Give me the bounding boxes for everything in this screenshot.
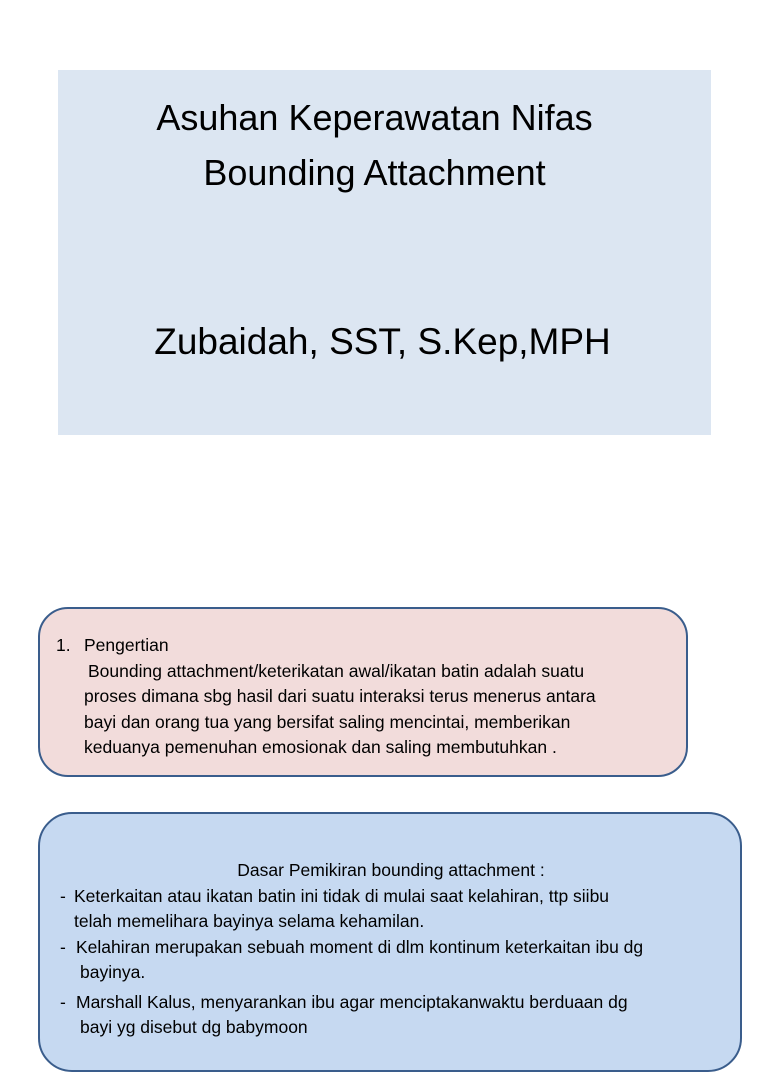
basis-bullet bbox=[40, 990, 740, 1041]
title-line-1: Asuhan Keperawatan Nifas bbox=[156, 97, 593, 138]
definition-card bbox=[38, 607, 688, 777]
title-slide bbox=[58, 70, 711, 435]
definition-line: Bounding attachment/keterikatan awal/ikatan batin adalah suatu bbox=[88, 660, 585, 681]
definition-line: bayi dan orang tua yang bersifat saling mencintai, memberikan bbox=[84, 711, 571, 732]
bullet-line: Kelahiran merupakan sebuah moment di dlm kontinum keterkaitan ibu dg bbox=[76, 936, 644, 957]
bullet-line: bayinya. bbox=[80, 962, 146, 982]
definition-line: keduanya pemenuhan emosionak dan saling membutuhkan . bbox=[84, 737, 557, 757]
bullet-line: telah memelihara bayinya selama kehamilan. bbox=[74, 911, 425, 931]
bullet-dash: - bbox=[60, 936, 66, 957]
list-number: 1. bbox=[56, 635, 71, 655]
title-line-2: Bounding Attachment bbox=[203, 152, 546, 193]
bullet-dash: - bbox=[60, 991, 66, 1012]
bullet-line: Keterkaitan atau ikatan batin ini tidak di mulai saat kelahiran, ttp siibu bbox=[74, 885, 610, 906]
bullet-line: Marshall Kalus, menyarankan ibu agar menciptakanwaktu berduaan dg bbox=[76, 991, 628, 1012]
basis-heading: Dasar Pemikiran bounding attachment : bbox=[237, 860, 545, 880]
basis-bullet bbox=[40, 935, 740, 986]
author-name: Zubaidah, SST, S.Kep,MPH bbox=[154, 321, 611, 362]
bullet-dash: - bbox=[60, 885, 66, 906]
bullet-line: bayi yg disebut dg babymoon bbox=[80, 1017, 308, 1037]
basis-card bbox=[38, 812, 742, 1072]
definition-heading: Pengertian bbox=[84, 635, 169, 655]
definition-text bbox=[56, 633, 676, 761]
definition-line: proses dimana sbg hasil dari suatu interaksi terus menerus antara bbox=[84, 686, 596, 706]
basis-text bbox=[40, 858, 740, 1041]
basis-bullet bbox=[40, 884, 740, 935]
definition-heading-row bbox=[56, 633, 676, 659]
